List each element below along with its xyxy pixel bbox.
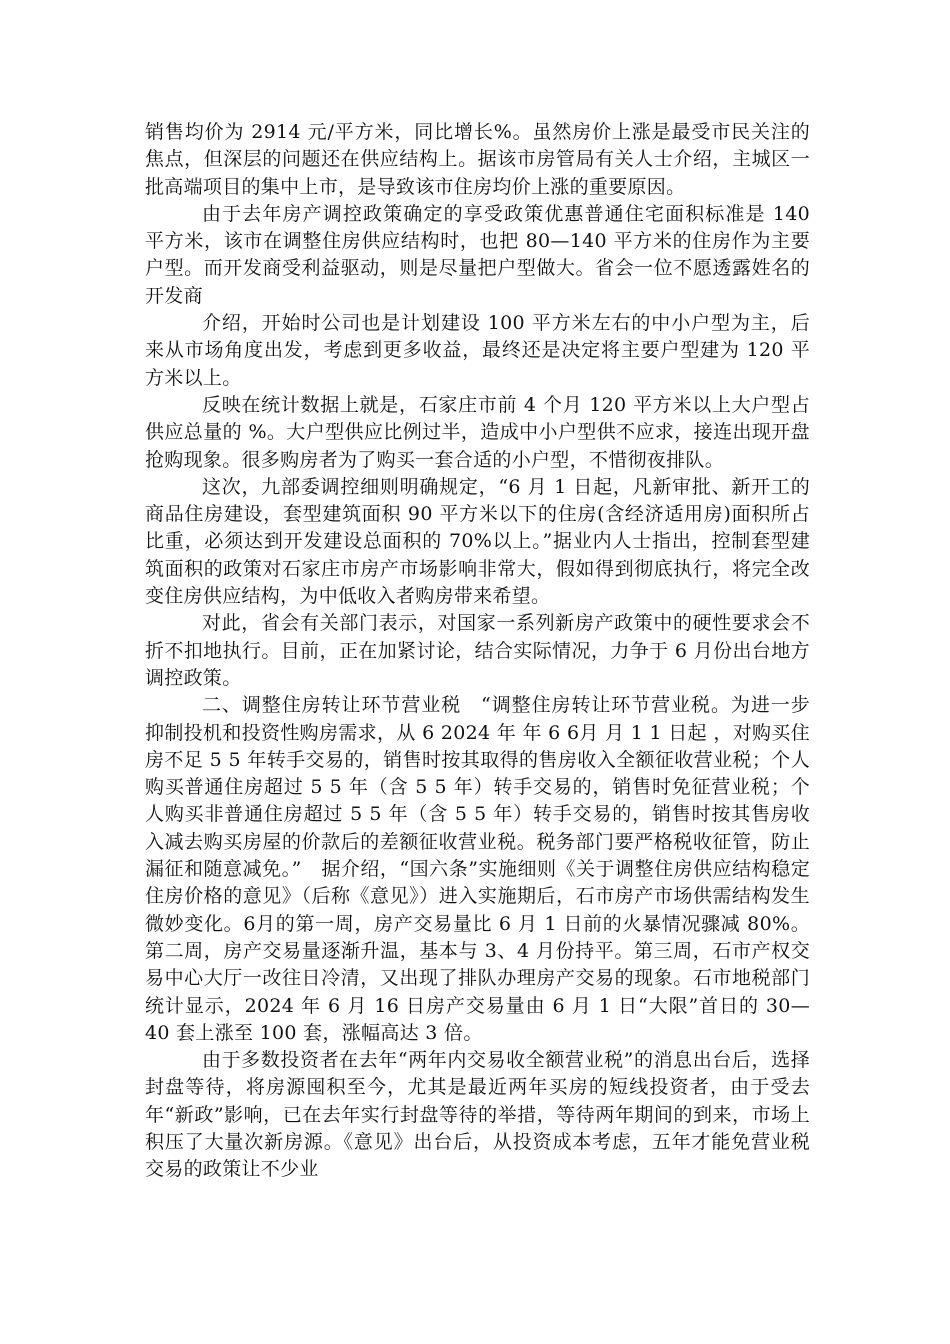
- paragraph-1: 销售均价为 2914 元/平方米，同比增长%。虽然房价上涨是最受市民关注的焦点，但深层的问题还在供应结构上。据该市房管局有关人士介绍，主城区一批高端项目的集中上市，是导致该市住房均价上涨的重要原因。: [145, 121, 810, 198]
- paragraph-6: 对此，省会有关部门表示，对国家一系列新房产政策中的硬性要求会不折不扣地执行。目前，正在加紧讨论，结合实际情况，力争于 6 月份出台地方调控政策。: [145, 612, 810, 689]
- document-page: [145, 119, 810, 1184]
- paragraph-2: 由于去年房产调控政策确定的享受政策优惠普通住宅面积标准是 140 平方米，该市在调整住房供应结构时，也把 80—140 平方米的住房作为主要户型。而开发商受利益驱动，则是尽量把户型做大。省会一位不愿透露姓名的开发商: [145, 202, 810, 307]
- paragraph-7: 二、调整住房转让环节营业税 “调整住房转让环节营业税。为进一步抑制投机和投资性购房需求，从 6 2024 年 年 6 6月 月 1 1 日起 ，对购买住房不足 5 5 年转手交易的，销售时按其取得的售房收入全额征收营业税；个人购买普通住房超过 5 5 年（含 5 5 年）转手交易的，销售时免征营业税；个人购买非普通住房超过 5 5 年（含 5 5 年）转手交易的，销售时按其售房收入减去购买房屋的价款后的差额征收营业税。税务部门要严格税收征管，防止漏征和随意减免。” 据介绍，“国六条”实施细则《关于调整住房供应结构稳定住房价格的意见》（后称《意见》）进入实施期后，石市房产市场供需结构发生微妙变化。6月的第一周，房产交易量比 6 月 1 日前的火暴情况骤减 80%。第二周，房产交易量逐渐升温，基本与 3、4 月份持平。第三周，石市产权交易中心大厅一改往日冷清，又出现了排队办理房产交易的现象。石市地税部门统计显示，2024 年 6 月 16 日房产交易量由 6 月 1 日“大限”首日的 30—40 套上涨至 100 套，涨幅高达 3 倍。: [145, 694, 810, 1044]
- paragraph-5: 这次，九部委调控细则明确规定，“6 月 1 日起，凡新审批、新开工的商品住房建设，套型建筑面积 90 平方米以下的住房(含经济适用房)面积所占比重，必须达到开发建设总面积的 70%以上。”据业内人士指出，控制套型建筑面积的政策对石家庄市房产市场影响非常大，假如得到彻底执行，将完全改变住房供应结构，为中低收入者购房带来希望。: [145, 475, 810, 608]
- paragraph-4: 反映在统计数据上就是，石家庄市前 4 个月 120 平方米以上大户型占供应总量的 %。大户型供应比例过半，造成中小户型供不应求，接连出现开盘抢购现象。很多购房者为了购买一套合适的小户型，不惜彻夜排队。: [145, 393, 810, 471]
- paragraph-8: 由于多数投资者在去年“两年内交易收全额营业税”的消息出台后，选择封盘等待，将房源囤积至今，尤其是最近两年买房的短线投资者，由于受去年“新政”影响，已在去年实行封盘等待的举措，等待两年期间的到来，市场上积压了大量次新房源。《意见》出台后，从投资成本考虑，五年才能免营业税交易的政策让不少业: [145, 1049, 810, 1181]
- paragraph-3: 介绍，开始时公司也是计划建设 100 平方米左右的中小户型为主，后来从市场角度出发，考虑到更多收益，最终还是决定将主要户型建为 120 平方米以上。: [145, 312, 810, 389]
